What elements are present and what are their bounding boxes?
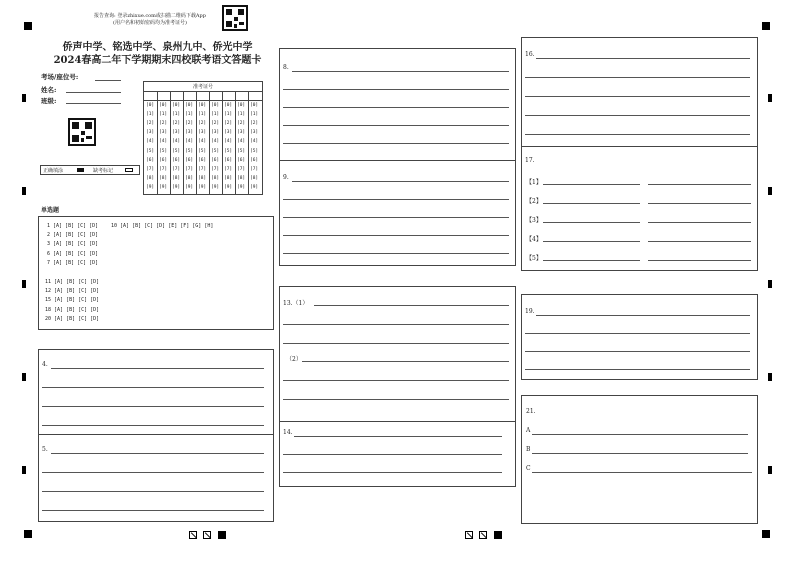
exam-digit-bubble[interactable]: [6] — [211, 157, 220, 163]
exam-digit-bubble[interactable]: [4] — [172, 139, 181, 145]
exam-digit-bubble[interactable]: [6] — [159, 157, 168, 163]
question-8-label: 8. — [283, 64, 289, 71]
exam-digit-bubble[interactable]: [5] — [250, 148, 259, 154]
exam-digit-bubble[interactable]: [9] — [250, 184, 259, 190]
exam-digit-bubble[interactable]: [5] — [146, 148, 155, 154]
question-14-label: 14. — [283, 429, 293, 436]
answer-line[interactable] — [283, 199, 509, 200]
answer-line[interactable] — [292, 181, 509, 182]
exam-number-grid — [143, 81, 263, 195]
grid-column-divider — [157, 91, 158, 194]
mc-row[interactable]: 7 [A] [B] [C] [D] — [47, 260, 99, 266]
exam-digit-bubble[interactable]: [5] — [224, 148, 233, 154]
exam-room-label: 考场/座位号: — [41, 73, 79, 81]
exam-digit-bubble[interactable]: [2] — [237, 121, 246, 127]
answer-line[interactable] — [543, 241, 640, 242]
timing-mark — [22, 466, 26, 474]
exam-digit-bubble[interactable]: [6] — [185, 157, 194, 163]
exam-digit-bubble[interactable]: [5] — [211, 148, 220, 154]
exam-digit-bubble[interactable]: [3] — [211, 130, 220, 136]
answer-line[interactable] — [42, 425, 264, 426]
mc-row[interactable]: 6 [A] [B] [C] [D] — [47, 251, 99, 257]
multiple-choice-section — [38, 216, 274, 330]
answer-line[interactable] — [314, 305, 509, 306]
exam-digit-bubble[interactable]: [5] — [172, 148, 181, 154]
exam-digit-bubble[interactable]: [4] — [211, 139, 220, 145]
exam-room-field[interactable] — [95, 80, 121, 81]
corner-mark — [24, 22, 32, 30]
exam-digit-bubble[interactable]: [1] — [172, 112, 181, 118]
exam-digit-bubble[interactable]: [8] — [198, 175, 207, 181]
answer-line[interactable] — [283, 343, 509, 344]
question-21-label: 21. — [526, 408, 536, 415]
exam-digit-bubble[interactable]: [9] — [237, 184, 246, 190]
exam-digit-bubble[interactable]: [8] — [237, 175, 246, 181]
mc-row[interactable]: 12 [A] [B] [C] [D] — [45, 288, 100, 294]
answer-line[interactable] — [283, 89, 509, 90]
answer-line[interactable] — [292, 71, 509, 72]
exam-digit-bubble[interactable]: [1] — [146, 112, 155, 118]
exam-digit-bubble[interactable]: [7] — [185, 166, 194, 172]
correct-fill-label: 正确填涂 — [43, 168, 64, 174]
exam-digit-bubble[interactable]: [2] — [198, 121, 207, 127]
question-4-box — [38, 349, 274, 435]
answer-line[interactable] — [648, 203, 751, 204]
answer-line[interactable] — [532, 434, 748, 435]
timing-mark — [22, 187, 26, 195]
answer-line[interactable] — [283, 235, 509, 236]
answer-line[interactable] — [51, 453, 264, 454]
exam-digit-bubble[interactable]: [7] — [146, 166, 155, 172]
answer-line[interactable] — [283, 324, 509, 325]
question-21-option-a: A — [526, 427, 531, 434]
exam-digit-bubble[interactable]: [2] — [224, 121, 233, 127]
corner-mark — [762, 22, 770, 30]
exam-digit-bubble[interactable]: [5] — [198, 148, 207, 154]
grid-column-divider — [248, 91, 249, 194]
timing-mark — [22, 373, 26, 381]
exam-digit-bubble[interactable]: [7] — [224, 166, 233, 172]
mc-row[interactable]: 11 [A] [B] [C] [D] — [45, 279, 100, 285]
exam-digit-bubble[interactable]: [7] — [198, 166, 207, 172]
answer-line[interactable] — [532, 472, 752, 473]
exam-digit-bubble[interactable]: [8] — [159, 175, 168, 181]
answer-line[interactable] — [283, 380, 509, 381]
timing-mark — [768, 373, 772, 381]
answer-line[interactable] — [536, 58, 750, 59]
question-13-part2-label: （2） — [286, 356, 302, 363]
answer-line[interactable] — [283, 253, 509, 254]
exam-digit-bubble[interactable]: [3] — [185, 130, 194, 136]
question-5-box — [38, 434, 274, 522]
answer-line[interactable] — [536, 315, 750, 316]
exam-digit-bubble[interactable]: [5] — [159, 148, 168, 154]
answer-line[interactable] — [283, 125, 509, 126]
timing-mark — [768, 280, 772, 288]
grid-column-divider — [170, 91, 171, 194]
exam-digit-bubble[interactable]: [5] — [237, 148, 246, 154]
exam-digit-bubble[interactable]: [0] — [224, 103, 233, 108]
answer-line[interactable] — [648, 222, 751, 223]
exam-digit-bubble[interactable]: [3] — [237, 130, 246, 136]
exam-number-label: 准考证号 — [192, 84, 213, 90]
exam-digit-bubble[interactable]: [8] — [211, 175, 220, 181]
exam-digit-bubble[interactable]: [6] — [172, 157, 181, 163]
answer-line[interactable] — [543, 184, 640, 185]
question-9-label: 9. — [283, 174, 289, 181]
question-16-box — [521, 37, 758, 147]
question-16-label: 16. — [525, 51, 535, 58]
answer-line[interactable] — [648, 184, 751, 185]
page-code-mark — [465, 531, 473, 539]
exam-digit-bubble[interactable]: [0] — [211, 103, 220, 108]
exam-digit-bubble[interactable]: [1] — [237, 112, 246, 118]
answer-line[interactable] — [283, 399, 509, 400]
page-code-mark — [218, 531, 226, 539]
exam-digit-bubble[interactable]: [4] — [198, 139, 207, 145]
exam-digit-bubble[interactable]: [2] — [146, 121, 155, 127]
grid-column-divider — [209, 91, 210, 194]
exam-digit-bubble[interactable]: [0] — [159, 103, 168, 108]
question-21-box — [521, 395, 758, 524]
exam-digit-bubble[interactable]: [8] — [250, 175, 259, 181]
mc-row[interactable]: 20 [A] [B] [C] [D] — [45, 316, 100, 322]
page-code-mark — [189, 531, 197, 539]
answer-line[interactable] — [42, 387, 264, 388]
exam-digit-bubble[interactable]: [5] — [185, 148, 194, 154]
exam-digit-bubble[interactable]: [4] — [250, 139, 259, 145]
exam-digit-bubble[interactable]: [4] — [237, 139, 246, 145]
report-notice: 报告查询: 登录zhixue.com或扫描二维码下载App — [94, 13, 206, 19]
exam-digit-bubble[interactable]: [1] — [198, 112, 207, 118]
question-13-label: 13.（1） — [283, 300, 309, 307]
answer-line[interactable] — [283, 107, 509, 108]
exam-digit-bubble[interactable]: [3] — [146, 130, 155, 136]
exam-digit-bubble[interactable]: [0] — [172, 103, 181, 108]
question-17-item-label: 【4】 — [526, 236, 542, 243]
answer-line[interactable] — [543, 222, 640, 223]
exam-digit-bubble[interactable]: [7] — [250, 166, 259, 172]
grid-column-divider — [183, 91, 184, 194]
timing-mark — [768, 187, 772, 195]
corner-mark — [24, 530, 32, 538]
exam-digit-bubble[interactable]: [1] — [224, 112, 233, 118]
mc-row[interactable]: 2 [A] [B] [C] [D] — [47, 232, 99, 238]
exam-digit-bubble[interactable]: [9] — [198, 184, 207, 190]
question-17-item-label: 【2】 — [526, 198, 542, 205]
answer-line[interactable] — [302, 361, 509, 362]
exam-digit-bubble[interactable]: [0] — [237, 103, 246, 108]
exam-digit-bubble[interactable]: [0] — [146, 103, 155, 108]
exam-digit-bubble[interactable]: [4] — [185, 139, 194, 145]
question-19-label: 19. — [525, 308, 535, 315]
exam-digit-bubble[interactable]: [4] — [159, 139, 168, 145]
exam-digit-bubble[interactable]: [7] — [237, 166, 246, 172]
question-9-box — [279, 160, 516, 266]
answer-line[interactable] — [42, 510, 264, 511]
exam-digit-bubble[interactable]: [7] — [159, 166, 168, 172]
timing-mark — [768, 94, 772, 102]
exam-digit-bubble[interactable]: [1] — [211, 112, 220, 118]
exam-digit-bubble[interactable]: [9] — [159, 184, 168, 190]
student-qr-code — [68, 118, 96, 146]
exam-digit-bubble[interactable]: [0] — [185, 103, 194, 108]
question-21-option-c: C — [526, 465, 531, 472]
answer-line[interactable] — [525, 369, 750, 370]
page-code-mark — [203, 531, 211, 539]
answer-line[interactable] — [525, 96, 750, 97]
answer-line[interactable] — [648, 260, 751, 261]
absent-mark-box[interactable] — [125, 168, 133, 172]
question-14-box — [279, 421, 516, 487]
exam-digit-bubble[interactable]: [3] — [172, 130, 181, 136]
exam-digit-bubble[interactable]: [9] — [224, 184, 233, 190]
exam-digit-bubble[interactable]: [8] — [185, 175, 194, 181]
exam-digit-bubble[interactable]: [8] — [172, 175, 181, 181]
question-17-item-label: 【1】 — [526, 179, 542, 186]
correct-fill-sample — [77, 168, 84, 172]
mc-row[interactable]: 1 [A] [B] [C] [D] — [47, 223, 99, 229]
mc-row[interactable]: 18 [A] [B] [C] [D] — [45, 307, 100, 313]
question-21-option-b: B — [526, 446, 531, 453]
top-qr-code — [222, 5, 248, 31]
exam-digit-bubble[interactable]: [9] — [185, 184, 194, 190]
exam-digit-bubble[interactable]: [9] — [172, 184, 181, 190]
page-code-mark — [494, 531, 502, 539]
exam-digit-bubble[interactable]: [3] — [224, 130, 233, 136]
timing-mark — [22, 94, 26, 102]
answer-line[interactable] — [283, 217, 509, 218]
question-17-item-label: 【5】 — [526, 255, 542, 262]
exam-digit-bubble[interactable]: [2] — [211, 121, 220, 127]
answer-line[interactable] — [525, 134, 750, 135]
answer-line[interactable] — [525, 333, 750, 334]
answer-line[interactable] — [648, 241, 751, 242]
page-title: 2024春高二年下学期期末四校联考语文答题卡 — [53, 55, 262, 66]
exam-digit-bubble[interactable]: [2] — [185, 121, 194, 127]
answer-line[interactable] — [283, 454, 502, 455]
answer-line[interactable] — [532, 453, 748, 454]
answer-line[interactable] — [525, 77, 750, 78]
exam-digit-bubble[interactable]: [6] — [250, 157, 259, 163]
mc-row[interactable]: 3 [A] [B] [C] [D] — [47, 241, 99, 247]
question-5-label: 5. — [42, 446, 48, 453]
answer-line[interactable] — [283, 143, 509, 144]
question-8-box — [279, 48, 516, 161]
answer-line[interactable] — [543, 260, 640, 261]
grid-column-divider — [235, 91, 236, 194]
corner-mark — [762, 530, 770, 538]
absent-mark-label: 缺考标记 — [93, 168, 114, 174]
exam-digit-bubble[interactable]: [6] — [237, 157, 246, 163]
mc-row-10[interactable]: 10 [A] [B] [C] [D] [E] [F] [G] [H] — [111, 223, 214, 229]
report-notice-sub: (用户名和初始密码均为准考证号) — [113, 20, 187, 26]
question-17-box — [521, 146, 758, 271]
grid-write-divider — [144, 100, 262, 101]
exam-digit-bubble[interactable]: [0] — [198, 103, 207, 108]
exam-digit-bubble[interactable]: [7] — [211, 166, 220, 172]
answer-line[interactable] — [294, 436, 502, 437]
exam-digit-bubble[interactable]: [8] — [224, 175, 233, 181]
exam-digit-bubble[interactable]: [0] — [250, 103, 259, 108]
exam-digit-bubble[interactable]: [1] — [159, 112, 168, 118]
exam-digit-bubble[interactable]: [2] — [250, 121, 259, 127]
timing-mark — [22, 280, 26, 288]
exam-digit-bubble[interactable]: [6] — [224, 157, 233, 163]
question-19-box — [521, 294, 758, 380]
grid-header-divider — [144, 91, 262, 92]
class-field[interactable] — [66, 103, 121, 104]
name-field[interactable] — [66, 92, 121, 93]
exam-digit-bubble[interactable]: [7] — [172, 166, 181, 172]
class-label: 班级: — [41, 97, 57, 105]
answer-line[interactable] — [42, 472, 264, 473]
question-4-label: 4. — [42, 361, 48, 368]
exam-digit-bubble[interactable]: [4] — [224, 139, 233, 145]
answer-line[interactable] — [42, 406, 264, 407]
exam-digit-bubble[interactable]: [8] — [146, 175, 155, 181]
exam-digit-bubble[interactable]: [1] — [250, 112, 259, 118]
school-line: 侨声中学、铭选中学、泉州九中、侨光中学 — [62, 42, 253, 53]
grid-column-divider — [196, 91, 197, 194]
exam-digit-bubble[interactable]: [6] — [198, 157, 207, 163]
exam-digit-bubble[interactable]: [2] — [159, 121, 168, 127]
answer-line[interactable] — [42, 491, 264, 492]
question-17-item-label: 【3】 — [526, 217, 542, 224]
exam-digit-bubble[interactable]: [2] — [172, 121, 181, 127]
exam-digit-bubble[interactable]: [3] — [198, 130, 207, 136]
mc-row[interactable]: 15 [A] [B] [C] [D] — [45, 297, 100, 303]
timing-mark — [768, 466, 772, 474]
exam-digit-bubble[interactable]: [9] — [211, 184, 220, 190]
answer-line[interactable] — [525, 115, 750, 116]
page-code-mark — [479, 531, 487, 539]
question-13-box — [279, 286, 516, 422]
exam-digit-bubble[interactable]: [3] — [250, 130, 259, 136]
grid-column-divider — [222, 91, 223, 194]
multiple-choice-title: 单选题 — [41, 207, 60, 214]
answer-line[interactable] — [51, 368, 264, 369]
exam-digit-bubble[interactable]: [4] — [146, 139, 155, 145]
answer-line[interactable] — [525, 351, 750, 352]
exam-digit-bubble[interactable]: [6] — [146, 157, 155, 163]
fill-legend — [40, 165, 140, 175]
name-label: 姓名: — [41, 86, 57, 94]
exam-digit-bubble[interactable]: [1] — [185, 112, 194, 118]
exam-digit-bubble[interactable]: [3] — [159, 130, 168, 136]
exam-digit-bubble[interactable]: [9] — [146, 184, 155, 190]
answer-line[interactable] — [283, 472, 502, 473]
answer-line[interactable] — [543, 203, 640, 204]
question-17-label: 17. — [525, 157, 535, 164]
